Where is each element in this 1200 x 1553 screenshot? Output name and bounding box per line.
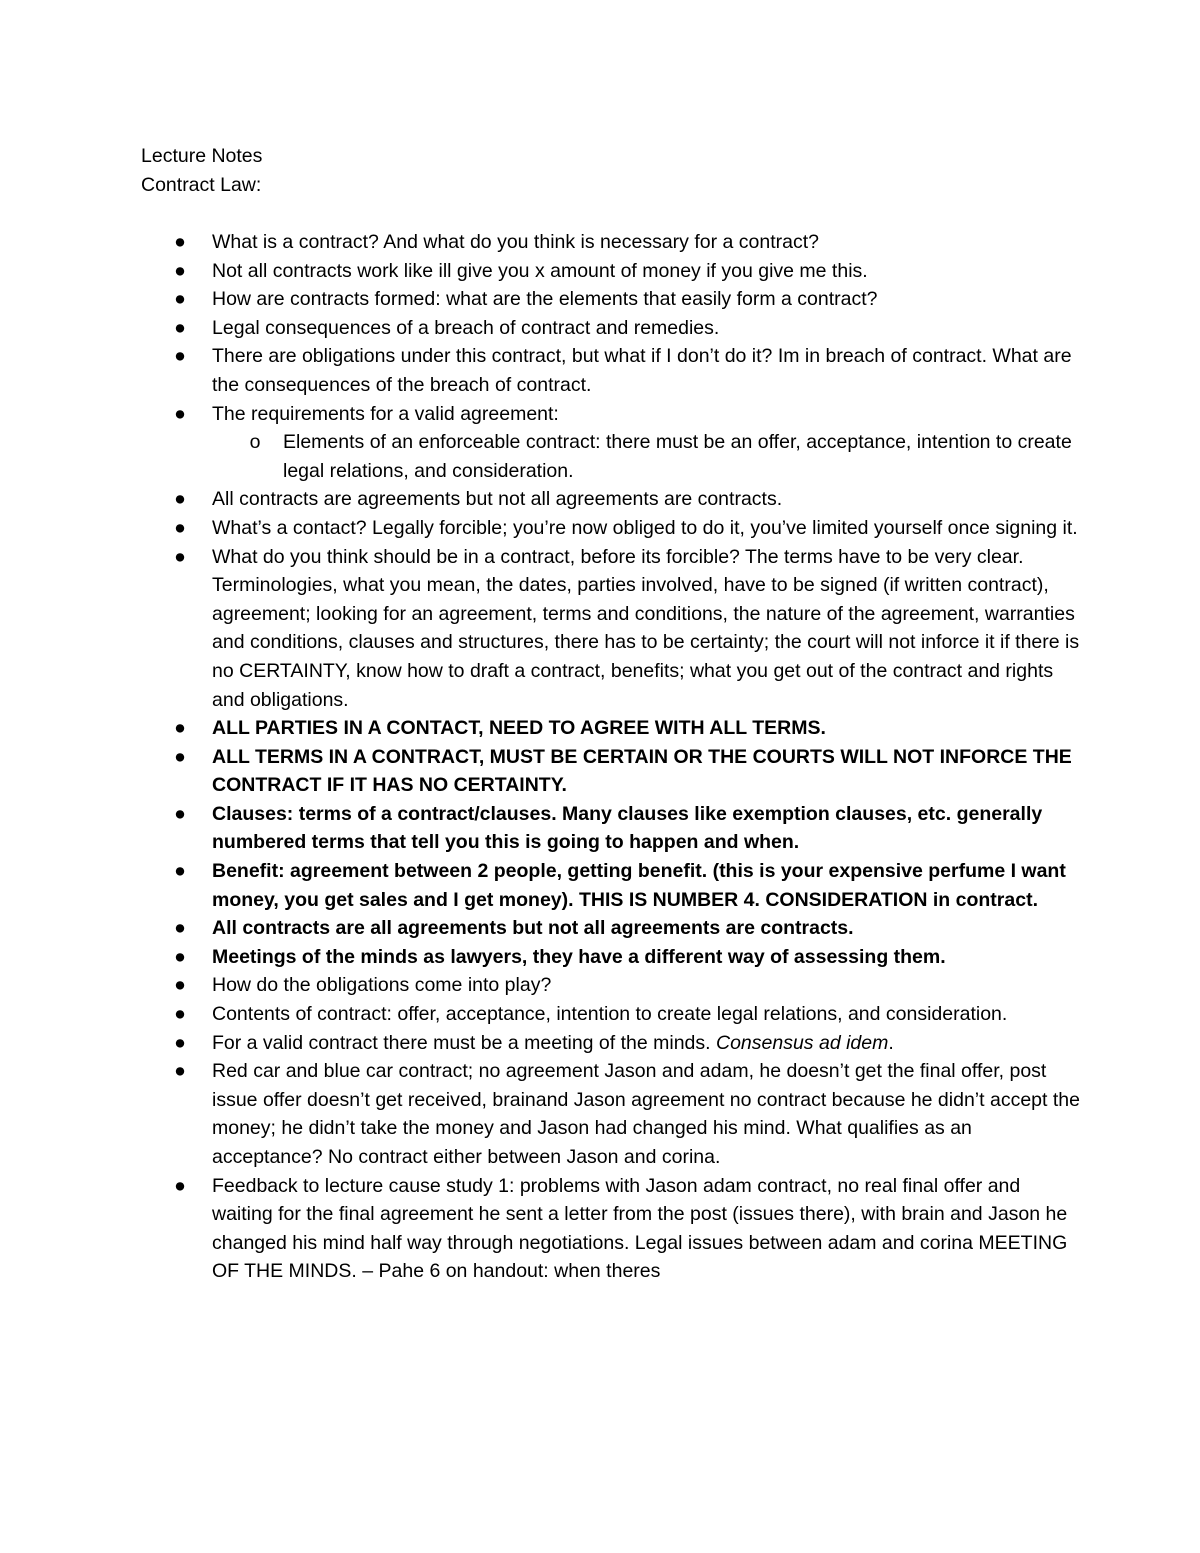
notes-bullet-list bbox=[0, 228, 1080, 1286]
list-item-text: How are contracts formed: what are the elements that easily form a contract? bbox=[212, 288, 878, 311]
bullet-icon: ● bbox=[174, 1060, 186, 1083]
list-item bbox=[0, 1029, 1080, 1058]
list-item-text: Not all contracts work like ill give you x amount of money if you give me this. bbox=[212, 259, 868, 282]
bullet-icon: ● bbox=[174, 288, 186, 311]
list-item-text: All contracts are agreements but not all agreements are contracts. bbox=[212, 488, 783, 511]
list-item-text: What do you think should be in a contract, before its forcible? The terms have to be very clear. Terminologies, what you mean, the dates, parties involved, have to be signed (if written contract), agreement; looking for an agreement, terms and conditions, the nature of the agreement, warranties and conditions, clauses and structures, there has to be certainty; the court will not inforce it if there is no CERTAINTY, know how to draft a contract, benefits; what you get out of the contract and rights and obligations. bbox=[212, 545, 1080, 711]
list-item-text: Benefit: agreement between 2 people, getting benefit. (this is your expensive perfume I want money, you get sales and I get money). THIS IS NUMBER 4. CONSIDERATION in contract. bbox=[212, 860, 1066, 911]
list-item-text: What’s a contact? Legally forcible; you’re now obliged to do it, you’ve limited yourself once signing it. bbox=[212, 516, 1078, 539]
bullet-icon: ● bbox=[174, 488, 186, 511]
list-item bbox=[0, 314, 1080, 343]
sub-bullet-list bbox=[212, 428, 1080, 485]
list-item-text: The requirements for a valid agreement: bbox=[212, 402, 559, 425]
list-item bbox=[0, 943, 1080, 972]
sub-list-item-text: Elements of an enforceable contract: there must be an offer, acceptance, intention to create legal relations, and consideration. bbox=[283, 431, 1072, 482]
bullet-icon: ● bbox=[174, 516, 186, 539]
list-item-text: Meetings of the minds as lawyers, they have a different way of assessing them. bbox=[212, 945, 946, 968]
document-heading bbox=[141, 142, 1071, 199]
document-title: Lecture Notes bbox=[141, 145, 263, 167]
list-item bbox=[0, 228, 1080, 257]
bullet-icon: ● bbox=[174, 259, 186, 282]
bullet-icon: ● bbox=[174, 316, 186, 339]
list-item-text: There are obligations under this contract, but what if I don’t do it? Im in breach of contract. What are the consequences of the breach of contract. bbox=[212, 345, 1072, 396]
list-item bbox=[0, 342, 1080, 399]
list-item-text: Feedback to lecture cause study 1: problems with Jason adam contract, no real final offer and waiting for the final agreement he sent a letter from the post (issues there), with brain and Jason he changed his mind half way through negotiations. Legal issues between adam and corina MEETING OF THE MINDS. – Pahe 6 on handout: when theres bbox=[212, 1174, 1068, 1283]
list-item-text: Red car and blue car contract; no agreement Jason and adam, he doesn’t get the final offer, post issue offer doesn’t get received, brainand Jason agreement no contract because he didn’t accept the money; he didn’t take the money and Jason had changed his mind. What qualifies as an acceptance? No contract either between Jason and corina. bbox=[212, 1060, 1080, 1168]
list-item-text: ALL PARTIES IN A CONTACT, NEED TO AGREE WITH ALL TERMS. bbox=[212, 717, 826, 740]
list-item-text: What is a contract? And what do you think is necessary for a contract? bbox=[212, 231, 819, 253]
list-item-text: Legal consequences of a breach of contract and remedies. bbox=[212, 316, 720, 339]
list-item-text: Contents of contract: offer, acceptance, intention to create legal relations, and consideration. bbox=[212, 1003, 1008, 1026]
list-item-text: For a valid contract there must be a meeting of the minds. bbox=[212, 1031, 716, 1054]
list-item bbox=[0, 543, 1080, 715]
bullet-icon: ● bbox=[174, 1031, 186, 1054]
list-item bbox=[0, 914, 1080, 943]
bullet-icon: ● bbox=[174, 545, 186, 568]
bullet-icon: ● bbox=[174, 345, 186, 368]
bullet-icon: ● bbox=[174, 974, 186, 997]
list-item bbox=[0, 1000, 1080, 1029]
list-item bbox=[0, 400, 1080, 486]
list-item bbox=[0, 514, 1080, 543]
list-item bbox=[0, 285, 1080, 314]
list-item bbox=[0, 1057, 1080, 1171]
list-item-text: All contracts are all agreements but not all agreements are contracts. bbox=[212, 917, 854, 940]
sub-list-item bbox=[212, 428, 1080, 485]
list-item bbox=[0, 1172, 1080, 1286]
bullet-icon: ● bbox=[174, 231, 186, 253]
list-item bbox=[0, 714, 1080, 743]
list-item-text: ALL TERMS IN A CONTRACT, MUST BE CERTAIN OR THE COURTS WILL NOT INFORCE THE CONTRACT IF IT HAS NO CERTAINTY. bbox=[212, 745, 1072, 797]
document-subtitle: Contract Law: bbox=[141, 173, 262, 196]
hollow-bullet-icon: o bbox=[249, 431, 261, 454]
bullet-icon: ● bbox=[174, 717, 186, 740]
bullet-icon: ● bbox=[174, 860, 186, 883]
list-item bbox=[0, 743, 1080, 800]
bullet-icon: ● bbox=[174, 402, 186, 425]
bullet-icon: ● bbox=[174, 1174, 186, 1197]
list-item bbox=[0, 800, 1080, 857]
bullet-icon: ● bbox=[174, 945, 186, 968]
list-item bbox=[0, 857, 1080, 914]
bullet-icon: ● bbox=[174, 1003, 186, 1026]
bullet-icon: ● bbox=[174, 917, 186, 940]
bullet-icon: ● bbox=[174, 745, 186, 768]
list-item-text: Clauses: terms of a contract/clauses. Many clauses like exemption clauses, etc. generally numbered terms that tell you this is going to happen and when. bbox=[212, 802, 1043, 854]
list-item bbox=[0, 257, 1080, 286]
bullet-icon: ● bbox=[174, 802, 186, 825]
list-item-italic-term: Consensus ad idem bbox=[716, 1031, 889, 1054]
list-item bbox=[0, 971, 1080, 1000]
list-item-text-end: . bbox=[888, 1031, 894, 1054]
list-item bbox=[0, 485, 1080, 514]
list-item-text: How do the obligations come into play? bbox=[212, 974, 552, 997]
